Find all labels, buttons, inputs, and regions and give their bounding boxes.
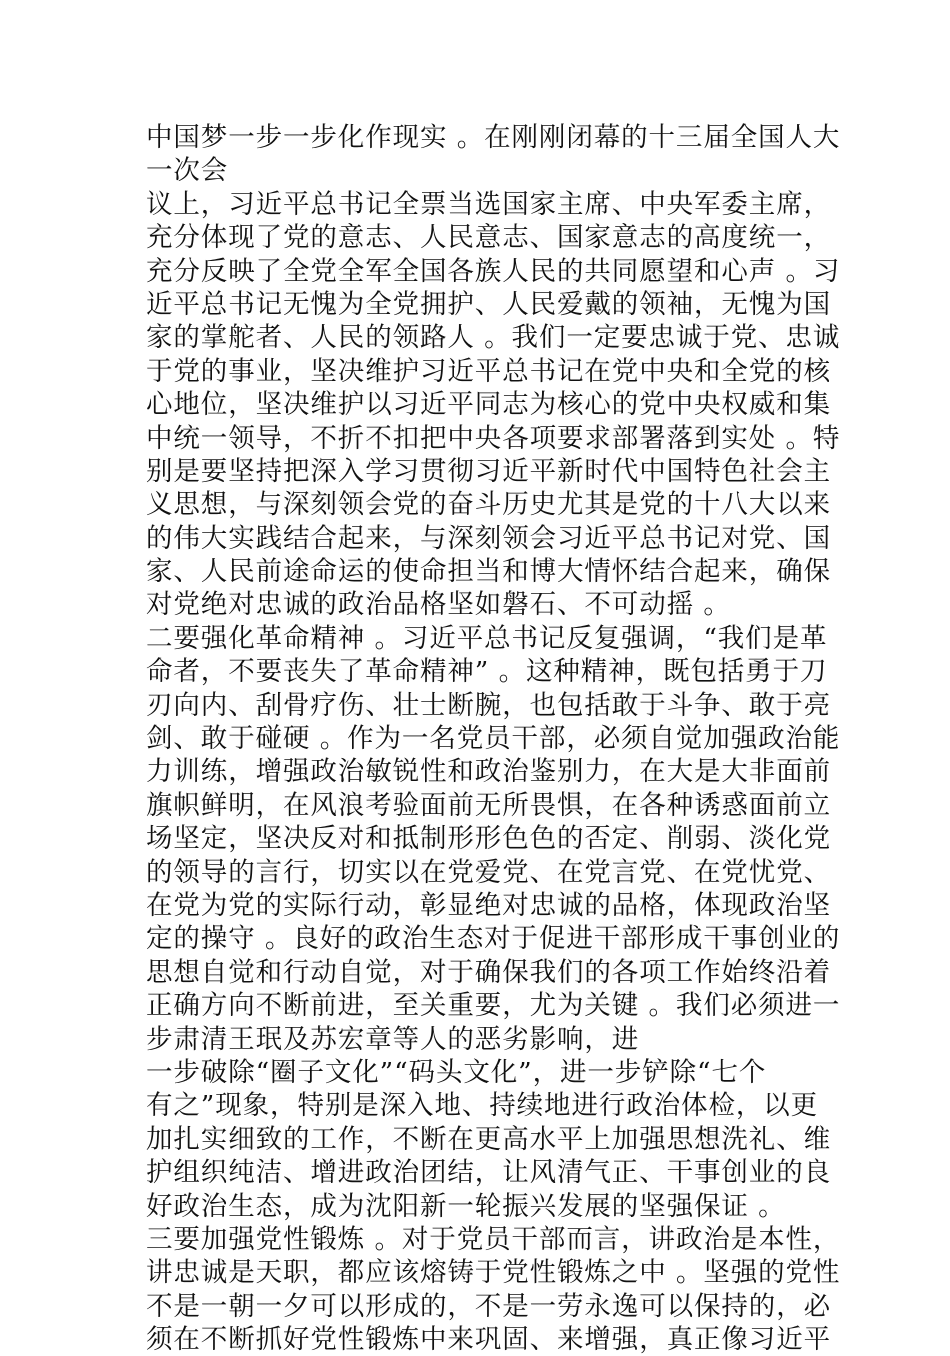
text-line: 旗帜鲜明，在风浪考验面前无所畏惧，在各种诱惑面前立 [146, 789, 831, 821]
text-line: 好政治生态，成为沈阳新一轮振兴发展的坚强保证 。 [146, 1190, 786, 1222]
text-line: 正确方向不断前进，至关重要，尤为关键 。我们必须进一 [146, 990, 841, 1022]
text-line: 讲忠诚是天职，都应该熔铸于党性锻炼之中 。坚强的党性 [146, 1257, 841, 1289]
text-line: 的领导的言行，切实以在党爱党、在党言党、在党忧党、 [146, 856, 831, 888]
text-line: 中统一领导，不折不扣把中央各项要求部署落到实处 。特 [146, 422, 841, 454]
text-line: 刃向内、刮骨疗伤、壮士断腕，也包括敢于斗争、敢于亮 [146, 689, 831, 721]
text-line: 定的操守 。良好的政治生态对于促进干部形成干事创业的 [146, 923, 841, 955]
text-line: 须在不断抓好党性锻炼中来巩固、来增强，真正像习近平 [146, 1324, 831, 1356]
text-line: 步肃清王珉及苏宏章等人的恶劣影响，进 [146, 1023, 640, 1055]
text-line: 力训练，增强政治敏锐性和政治鉴别力，在大是大非面前 [146, 756, 831, 788]
text-line: 近平总书记无愧为全党拥护、人民爱戴的领袖，无愧为国 [146, 288, 831, 320]
text-line: 心地位，坚决维护以习近平同志为核心的党中央权威和集 [146, 389, 831, 421]
text-line: 家的掌舵者、人民的领路人 。我们一定要忠诚于党、忠诚 [146, 322, 841, 354]
text-line: 充分体现了党的意志、人民意志、国家意志的高度统一， [146, 222, 831, 254]
text-line: 义思想，与深刻领会党的奋斗历史尤其是党的十八大以来 [146, 489, 831, 521]
text-line: 护组织纯洁、增进政治团结，让风清气正、干事创业的良 [146, 1157, 831, 1189]
text-line: 家、人民前途命运的使命担当和博大情怀结合起来，确保 [146, 556, 831, 588]
text-line: 一次会 [146, 155, 229, 187]
text-line: 三要加强党性锻炼 。对于党员干部而言，讲政治是本性， [146, 1223, 841, 1255]
text-line: 不是一朝一夕可以形成的，不是一劳永逸可以保持的，必 [146, 1290, 831, 1322]
text-line: 的伟大实践结合起来，与深刻领会习近平总书记对党、国 [146, 522, 831, 554]
text-line: 在党为党的实际行动，彰显绝对忠诚的品格，体现政治坚 [146, 889, 831, 921]
text-line: 思想自觉和行动自觉，对于确保我们的各项工作始终沿着 [146, 956, 831, 988]
text-line: 于党的事业，坚决维护习近平总书记在党中央和全党的核 [146, 355, 831, 387]
text-line: 二要强化革命精神 。习近平总书记反复强调，“我们是革 [146, 622, 828, 654]
text-line: 对党绝对忠诚的政治品格坚如磐石、不可动摇 。 [146, 589, 731, 621]
text-line: 命者，不要丧失了革命精神” 。这种精神，既包括勇于刀 [146, 656, 828, 688]
text-line: 场坚定，坚决反对和抵制形形色色的否定、削弱、淡化党 [146, 823, 831, 855]
text-line: 有之”现象，特别是深入地、持续地进行政治体检，以更 [146, 1090, 819, 1122]
body-text [146, 121, 841, 1356]
text-line: 加扎实细致的工作，不断在更高水平上加强思想洗礼、维 [146, 1123, 831, 1155]
text-line: 中国梦一步一步化作现实 。在刚刚闭幕的十三届全国人大 [146, 122, 841, 153]
text-line: 议上，习近平总书记全票当选国家主席、中央军委主席， [146, 188, 831, 220]
text-line: 剑、敢于碰硬 。作为一名党员干部，必须自觉加强政治能 [146, 723, 841, 755]
text-line: 别是要坚持把深入学习贯彻习近平新时代中国特色社会主 [146, 455, 831, 487]
text-line: 一步破除“圈子文化”“码头文化”，进一步铲除“七个 [146, 1056, 767, 1088]
text-line: 充分反映了全党全军全国各族人民的共同愿望和心声 。习 [146, 255, 841, 287]
